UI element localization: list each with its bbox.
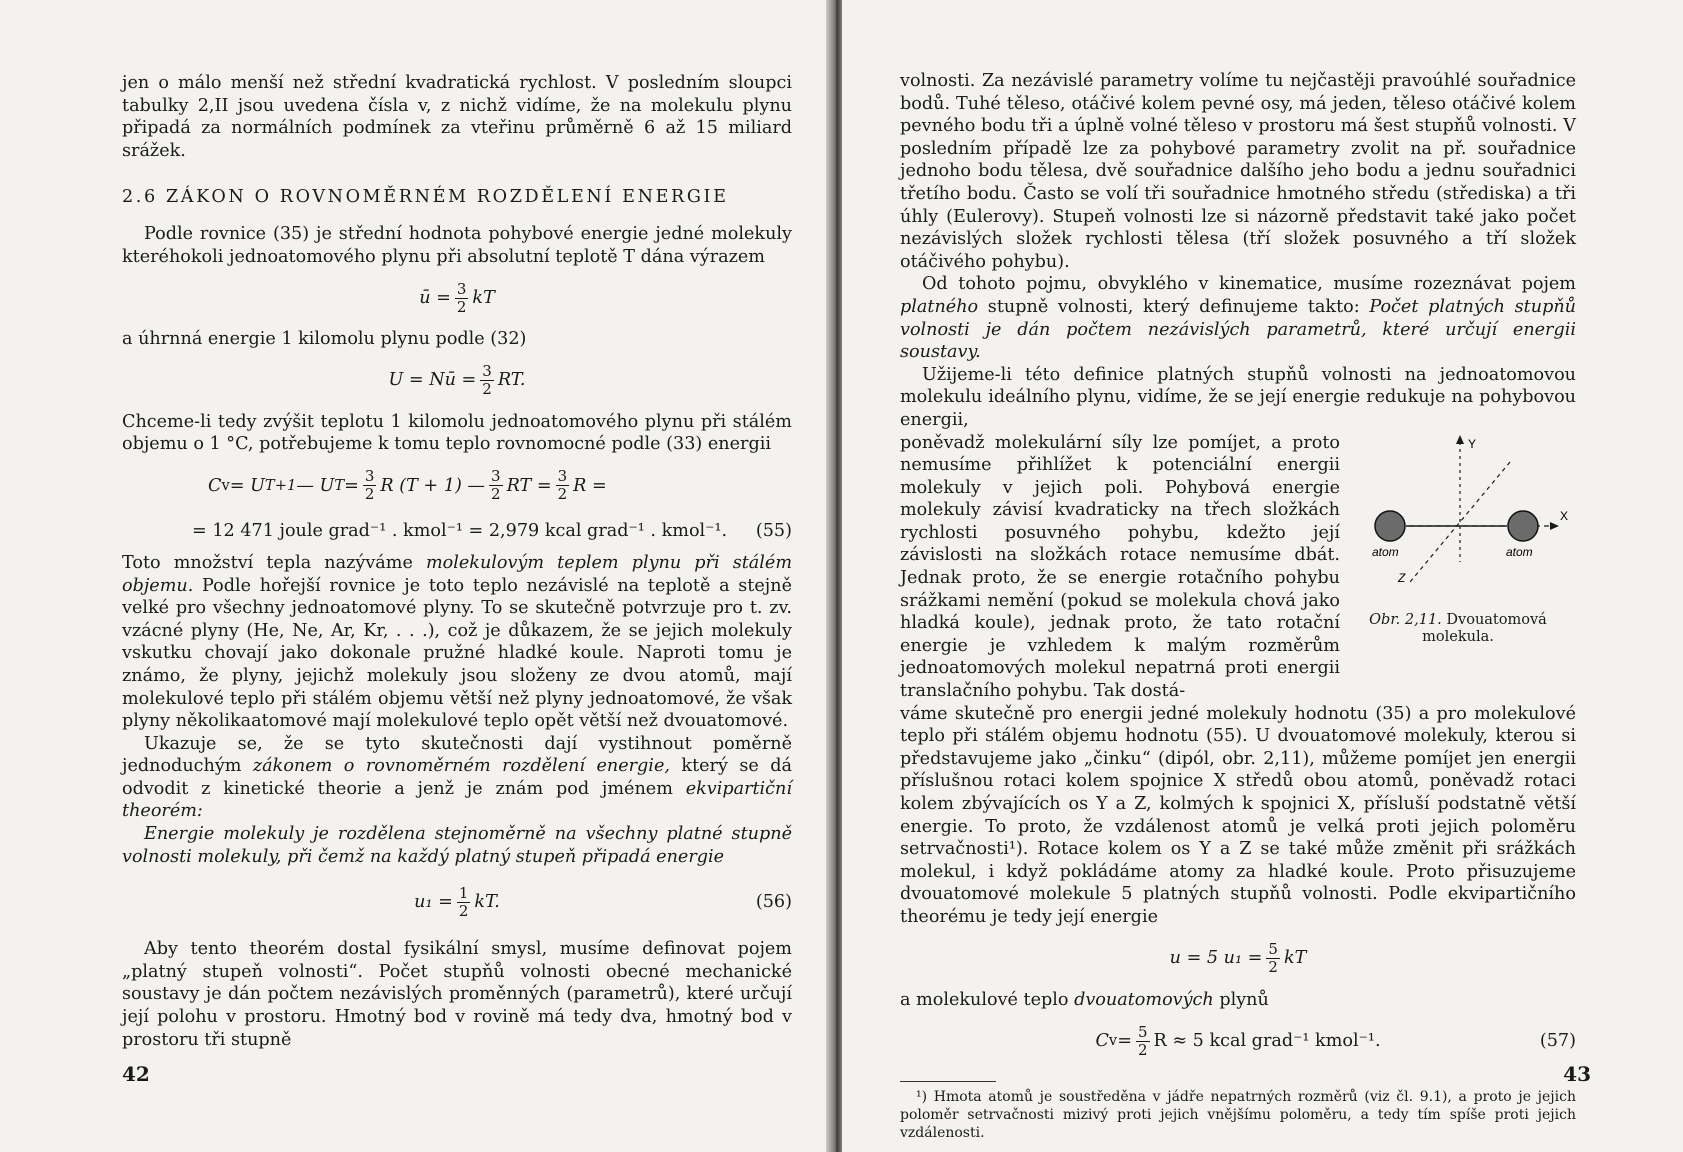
text-span: který se dá odvodit z kinetické theorie a jenž je znám pod jménem [122,756,792,799]
equation [122,357,792,405]
text-span: stupně volnosti, který definujeme takto: [978,296,1370,317]
fraction [1266,941,1280,976]
emphasis: zákonem o rovnoměrném rozdělení energie, [252,756,670,777]
equation-number: (57) [1539,1030,1576,1051]
left-page [0,0,830,1152]
numerator: 5 [1137,1022,1148,1041]
paragraph: Chceme-li tedy zvýšit teplotu 1 kilomolu jednoatomového plynu při stálém objemu o 1 °C, potřebujeme k tomu teplo rovnomocné podle (33) energii [122,411,792,455]
emphasis: molekulovým teplem plynu při stálém objemu. [122,552,793,596]
equation-part: C [1095,1030,1109,1051]
equation-part: RT. [497,370,526,391]
paragraph: jen o málo menší než střední kvadratická rychlost. V posledním sloupci tabulky 2,II jsou uvedena čísla v, z nichž vidíme, že na molekulu plynu připadá za normálních podmínek za vteřinu průměrně 6 až 15 miliard srážek. [122,73,792,161]
atom-label: atom [1506,544,1533,559]
numerator: 3 [491,467,501,486]
equation-part: kT [1283,948,1307,969]
equation-part: C [208,475,222,496]
fraction [1136,1024,1150,1059]
x-arrow-icon [1550,522,1559,530]
equation [122,516,792,546]
fraction [457,885,471,920]
equation [122,274,792,322]
equation [122,462,792,510]
caption-label: Obr. 2,11. [1369,611,1442,628]
denominator: 2 [458,901,469,920]
denominator: 2 [1137,1040,1148,1059]
text-span: Podle hořejší rovnice je toto teplo nezávislé na teplotě a stejně velké pro všechny jednoatomové plyny. To se skutečně potvrzuje pro t. zv. vzácné plyny (He, Ne, Ar, Kr, . . .), což je důkazem, že se jejich molekuly vskutku chovají jako dokonale pružné hladké koule. Naproti tomu je známo, že plyny, jejichž molekuly jsou složeny ze dvou atomů, mají molekulové teplo při stálém objemu větší než plyny jednoatomové, že však plyny několikaatomové mají molekulové teplo opět větší než dvouatomové. [122,575,792,732]
figure-caption [1340,612,1576,646]
figure-diatomic-molecule [1340,432,1576,703]
footnote: ¹) Hmota atomů je soustředěna v jádře nepatrných rozměrů (viz čl. 9.1), a proto je jejich poloměr setrvačnosti mizivý proti jejich vnějšímu poloměru, a tedy tím spíše proti jejich vzdálenosti. [900,1089,1576,1142]
subscript: v [1108,1031,1118,1049]
denominator: 2 [557,485,568,504]
equation-part: R (T + 1) — [380,475,486,496]
page-number: 42 [122,1062,150,1086]
section-heading: 2.6 ZÁKON O ROVNOMĚRNÉM ROZDĚLENÍ ENERGIE [122,187,729,208]
emphasis: ekvipartiční theorém: [122,778,792,822]
numerator: 5 [1268,940,1278,959]
text-span: a molekulové teplo [900,989,1075,1010]
paragraph: váme skutečně pro energii jedné molekuly hodnotu (35) a pro molekulové teplo při stálém objemu hodnotu (55). U dvouatomové molekuly, kterou si představujeme jako „činku“ (dipól, obr. 2,11), můžeme pomíjet jen energii příslušnou rotaci kolem spojnice X středů obou atomů, poněvadž rotaci kolem zbývajících os Y a Z, kolmých k spojnici X, přísluší podstatně větší energie. To proto, že vzdálenost atomů je velká proti jejich poloměru setrvačnosti¹). Rotace kolem os Y a Z se také může změnit při srážkách molekul, i když pokládáme atomy za hladké koule. Proto přisuzujeme dvouatomové molekule 5 platných stupňů volnosti. Podle ekvipartičního theorému je tedy její energie [900,703,1576,927]
equation-number: (55) [755,520,792,541]
subscript: v [221,476,230,494]
equation-number: (56) [755,891,792,912]
left-text-block [122,72,792,1051]
numerator: 3 [364,467,375,486]
equation [900,1017,1576,1065]
text-with-figure [900,432,1576,703]
fraction [455,281,469,316]
numerator: 3 [482,362,492,381]
equation-part: kT [472,287,495,308]
numerator: 3 [557,467,568,486]
paragraph: volnosti. Za nezávislé parametry volíme tu nejčastěji pravoúhlé souřadnice bodů. Tuhé těleso, otáčivé kolem pevné osy, má jeden, těleso otáčivé kolem pevného bodu tři a úplně volné těleso v prostoru má šest stupňů volnosti. V posledním případě lze za pohybové parametry zvolit na př. souřadnice jednoho bodu tělesa, dvě souřadnice dalšího jeho bodu a jednu souřadnici třetího bodu. Často se volí tři souřadnice hmotného středu (střediska) a tři úhly (Eulerovy). Stupeň volnosti lze si názorně představit také jako počet nezávislých složek rychlosti tělesa (tří složek posuvného a tří složek otáčivého pohybu). [900,71,1576,272]
equation-part: — U [296,475,335,496]
emphasis: Počet platných stupňů volnosti je dán počtem nezávislých parametrů, které určují energii soustavy. [900,296,1577,363]
paragraph [900,989,1576,1012]
molecule-diagram [1340,432,1576,612]
emphasis: dvouatomových [1074,989,1214,1010]
paragraph: Užijeme-li této definice platných stupňů volnosti na jednoatomovou molekulu ideálního plynu, vidíme, že se její energie redukuje na pohybovou energii, [900,364,1576,430]
atom-right-icon [1508,511,1538,541]
denominator: 2 [364,485,375,504]
theorem-statement: Energie molekuly je rozdělena stejnoměrně na všechny platné stupně volnosti molekuly, při čemž na každý platný stupeň připadá energie [122,824,792,867]
y-arrow-icon [1456,435,1464,444]
equation-part: RT = [506,475,552,496]
paragraph [122,733,792,823]
fraction [480,363,494,398]
equation-part: U = Nū = [388,370,477,391]
fraction [363,468,377,503]
equation-part: = U [229,475,265,496]
equation-part: ū = [419,287,451,308]
paragraph [900,273,1576,363]
equation-part: R = [573,475,607,496]
denominator: 2 [482,380,492,399]
emphasis: platného [900,296,979,317]
equation [900,935,1576,983]
paragraph: Aby tento theorém dostal fysikální smysl, musíme definovat pojem „platný stupeň volnosti“. Počet stupňů volnosti obecné mechanické soustavy je dán počtem nezávislých proměnných (parametrů), které určují její polohu v prostoru. Hmotný bod v rovině má tedy dva, hmotný bod v prostoru tři stupně [122,939,792,1050]
paragraph: poněvadž molekulární síly lze pomíjet, a proto nemusíme přihlížet k potenciální energii molekuly v jejich poli. Pohybová energie molekuly závisí kvadraticky na třech složkách rychlosti posuvného pohybu, kdežto její závislosti na složkách rotace nemusíme dbát. Jednak proto, že se energie rotačního pohybu srážkami nemění (pokud se molekula chová jako hladká koule), jednak proto, že tato rotační energie je vzhledem k malým rozměrům jednoatomových molekul nepatrná proti energii translačního pohybu. Tak dostá- [900,432,1340,702]
text-span: Od tohoto pojmu, obvyklého v kinematice, musíme rozeznávat pojem [922,274,1576,295]
equation-part: R ≈ 5 kcal grad⁻¹ kmol⁻¹. [1153,1030,1381,1051]
page-number: 43 [1563,1062,1591,1086]
subscript: T+1 [264,476,297,494]
denominator: 2 [1268,958,1278,977]
atom-left-icon [1375,511,1405,541]
text-span: Toto množství tepla nazýváme [122,552,426,573]
paragraph: Podle rovnice (35) je střední hodnota pohybové energie jedné molekuly kteréhokoli jednoatomového plynu při absolutní teplotě T dána výrazem [122,223,792,267]
axis-label-z: Z [1398,570,1406,585]
subscript: T [334,476,345,494]
denominator: 2 [456,297,467,316]
axis-label-x: X [1560,508,1569,523]
text-span: plynů [1213,989,1269,1010]
caption-text: Dvouatomová molekula. [1422,611,1547,645]
denominator: 2 [491,485,501,504]
equation-part: u₁ = [414,891,453,912]
right-page [842,0,1683,1152]
fraction [556,468,570,503]
atom-label: atom [1372,544,1399,559]
fraction [489,468,503,503]
equation-part: = 12 471 joule grad⁻¹ . kmol⁻¹ = 2,979 kcal grad⁻¹ . kmol⁻¹. [192,520,728,541]
right-text-block [900,70,1576,1142]
footnote-rule [900,1081,996,1082]
equation-part: kT. [474,891,500,912]
numerator: 1 [458,883,469,902]
paragraph [122,552,792,733]
axis-label-y: Y [1468,436,1477,451]
paragraph: a úhrnná energie 1 kilomolu plynu podle (32) [122,329,527,350]
equation-part: = [1117,1030,1132,1051]
text-span: Ukazuje se, že se tyto skutečnosti dají vystihnout poměrně jednoduchým [122,733,792,777]
equation-part: = [344,475,359,496]
equation [122,874,792,930]
equation-part: u = 5 u₁ = [1169,948,1263,969]
numerator: 3 [456,279,467,298]
